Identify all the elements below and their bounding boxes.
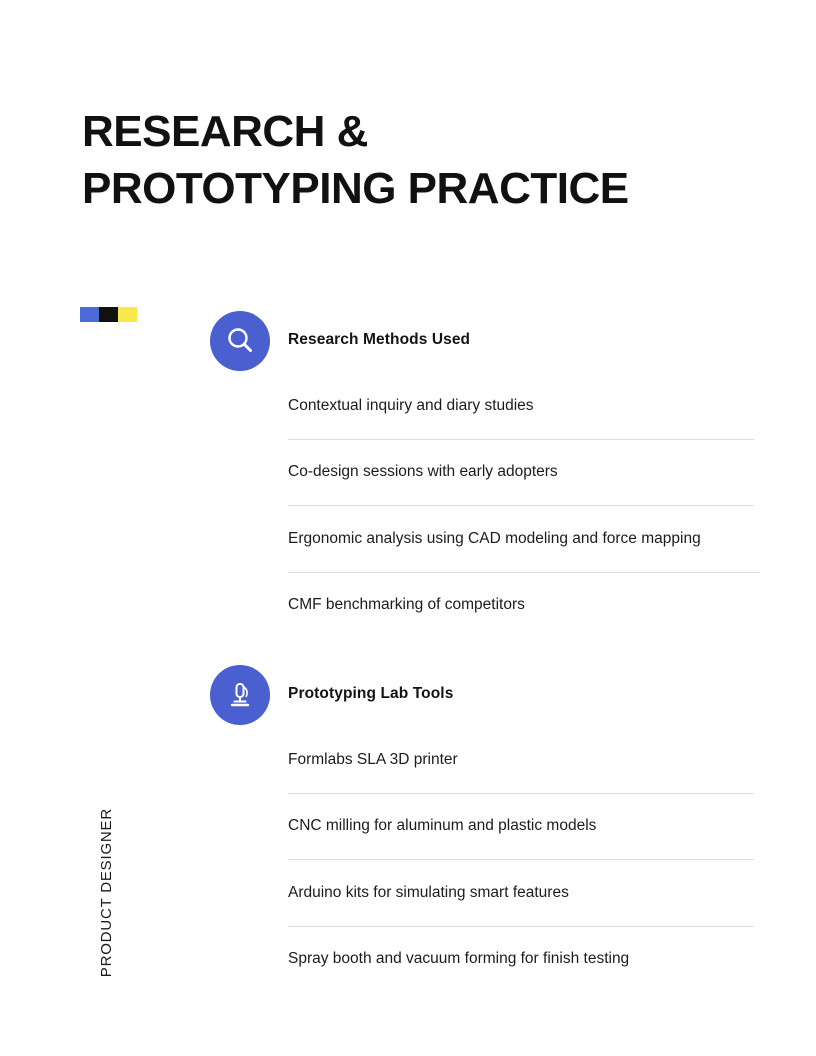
list-item: Co-design sessions with early adopters xyxy=(288,440,754,507)
list-item: Contextual inquiry and diary studies xyxy=(288,373,754,440)
list-item: Spray booth and vacuum forming for finish testing xyxy=(288,950,630,968)
page-title-line-2: PROTOTYPING PRACTICE xyxy=(82,164,629,213)
list-item: Formlabs SLA 3D printer xyxy=(288,727,754,794)
microscope-icon xyxy=(210,665,270,725)
list-item: CNC milling for aluminum and plastic models xyxy=(288,794,754,861)
section-header xyxy=(210,311,770,371)
swatch-black xyxy=(99,307,118,322)
vertical-role-label xyxy=(92,808,120,988)
section-header xyxy=(210,665,770,725)
section-title: Prototyping Lab Tools xyxy=(288,685,454,702)
section-items xyxy=(288,727,754,992)
color-swatch xyxy=(80,307,137,322)
swatch-yellow xyxy=(118,307,137,322)
list-item: Arduino kits for simulating smart features xyxy=(288,860,754,927)
swatch-blue xyxy=(80,307,99,322)
section-prototyping-lab-tools xyxy=(210,665,770,968)
page-title-line-1: RESEARCH & xyxy=(82,107,368,156)
section-title: Research Methods Used xyxy=(288,331,471,348)
list-item: CMF benchmarking of competitors xyxy=(288,596,525,614)
list-item: Ergonomic analysis using CAD modeling and force mapping xyxy=(288,506,760,573)
vertical-role-label-text: PRODUCT DESIGNER xyxy=(97,808,115,978)
magnifier-icon xyxy=(210,311,270,371)
section-research-methods xyxy=(210,311,770,614)
page-title xyxy=(82,103,722,217)
section-items xyxy=(288,373,754,638)
